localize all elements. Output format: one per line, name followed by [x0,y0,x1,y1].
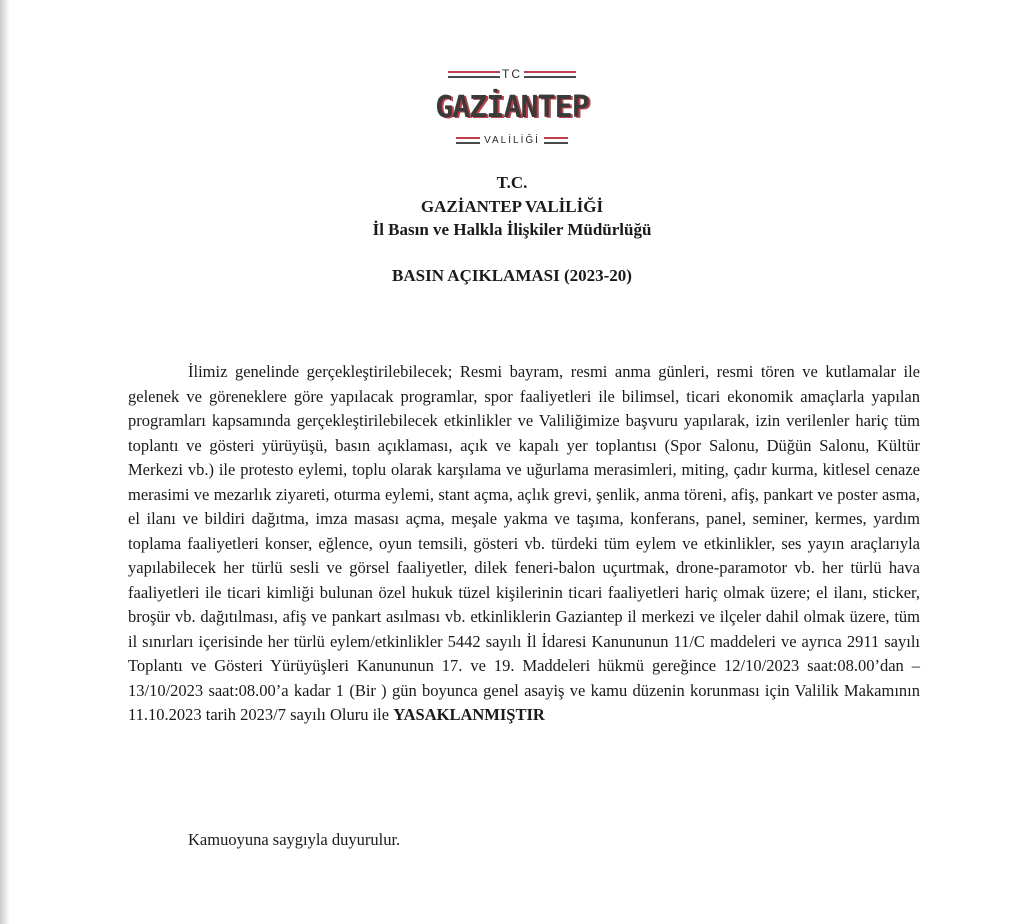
logo-sub-text: VALİLİĞİ [484,135,540,146]
header-tc: T.C. [496,173,528,192]
gaziantep-valiligi-logo [434,66,590,160]
closing-line: Kamuoyuna saygıyla duyurulur. [188,830,401,849]
announcement-paragraph [128,360,920,728]
prohibition-emphasis: YASAKLANMIŞTIR [393,705,545,724]
announcement-text: İlimiz genelinde gerçekleştirilebilecek; Resmi bayram, resmi anma günleri, resmi tören ve kutlamalar ile gelenek ve göreneklere göre yapılacak programlar, spor faaliyetleri ile bilimsel, ticari ekonomik amaçlarla yapılan programları kapsamında gerçekleştirilebilecek etkinlikler ve Valiliğimize başvuru yapılarak, izin verilenler hariç tüm toplantı ve gösteri yürüyüşü, basın açıklaması, açık ve kapalı yer toplantısı (Spor Salonu, Düğün Salonu, Kültür Merkezi vb.) ile protesto eylemi, toplu olarak karşılama ve uğurlama merasimleri, miting, çadır kurma, kitlesel cenaze merasimi ve mezarlık ziyareti, oturma eylemi, stant açma, açlık grevi, şenlik, anma töreni, afiş, pankart ve poster asma, el ilanı ve bildiri dağıtma, imza masası açma, meşale yakma ve taşıma, konferans, panel, seminer, kermes, yardım toplama faaliyetleri konser, eğlence, oyun temsili, gösteri vb. türdeki tüm eylem ve etkinlikler, ses yayın araçlarıyla yapılabilecek her türlü sesli ve görsel faaliyetler, dilek feneri-balon uçurtmak, drone-paramotor vb. her türlü hava faaliyetleri ile ticari kimliği bulunan özel hukuk tüzel kişilerinin ticari faaliyetleri hariç olmak üzere; el ilanı, sticker, broşür vb. dağıtılması, afiş ve pankart asılması vb. etkinliklerin Gaziantep il merkezi ve ilçeler dahil olmak üzere, tüm il sınırları içerisinde her türlü eylem/etkinlikler 5442 sayılı İl İdaresi Kanununun 11/C maddeleri ve ayrıca 2911 sayılı Toplantı ve Gösteri Yürüyüşleri Kanununun 17. ve 19. Maddeleri hükmü gereğince 12/10/2023 saat:08.00’dan – 13/10/2023 saat:08.00’a kadar 1 (Bir ) gün boyunca genel asayiş ve kamu düzenin korunması için Valilik Makamının 11.10.2023 tarih 2023/7 sayılı Oluru ile [128,362,920,724]
page-edge-shadow [0,0,10,924]
document-title: BASIN AÇIKLAMASI (2023-20) [392,266,632,285]
logo-tc-text: TC [502,67,522,81]
header-valilik: GAZİANTEP VALİLİĞİ [420,197,604,216]
header-mudurluk: İl Basın ve Halkla İlişkiler Müdürlüğü [372,220,652,239]
logo-main-text: GAZİANTEP [435,90,589,125]
